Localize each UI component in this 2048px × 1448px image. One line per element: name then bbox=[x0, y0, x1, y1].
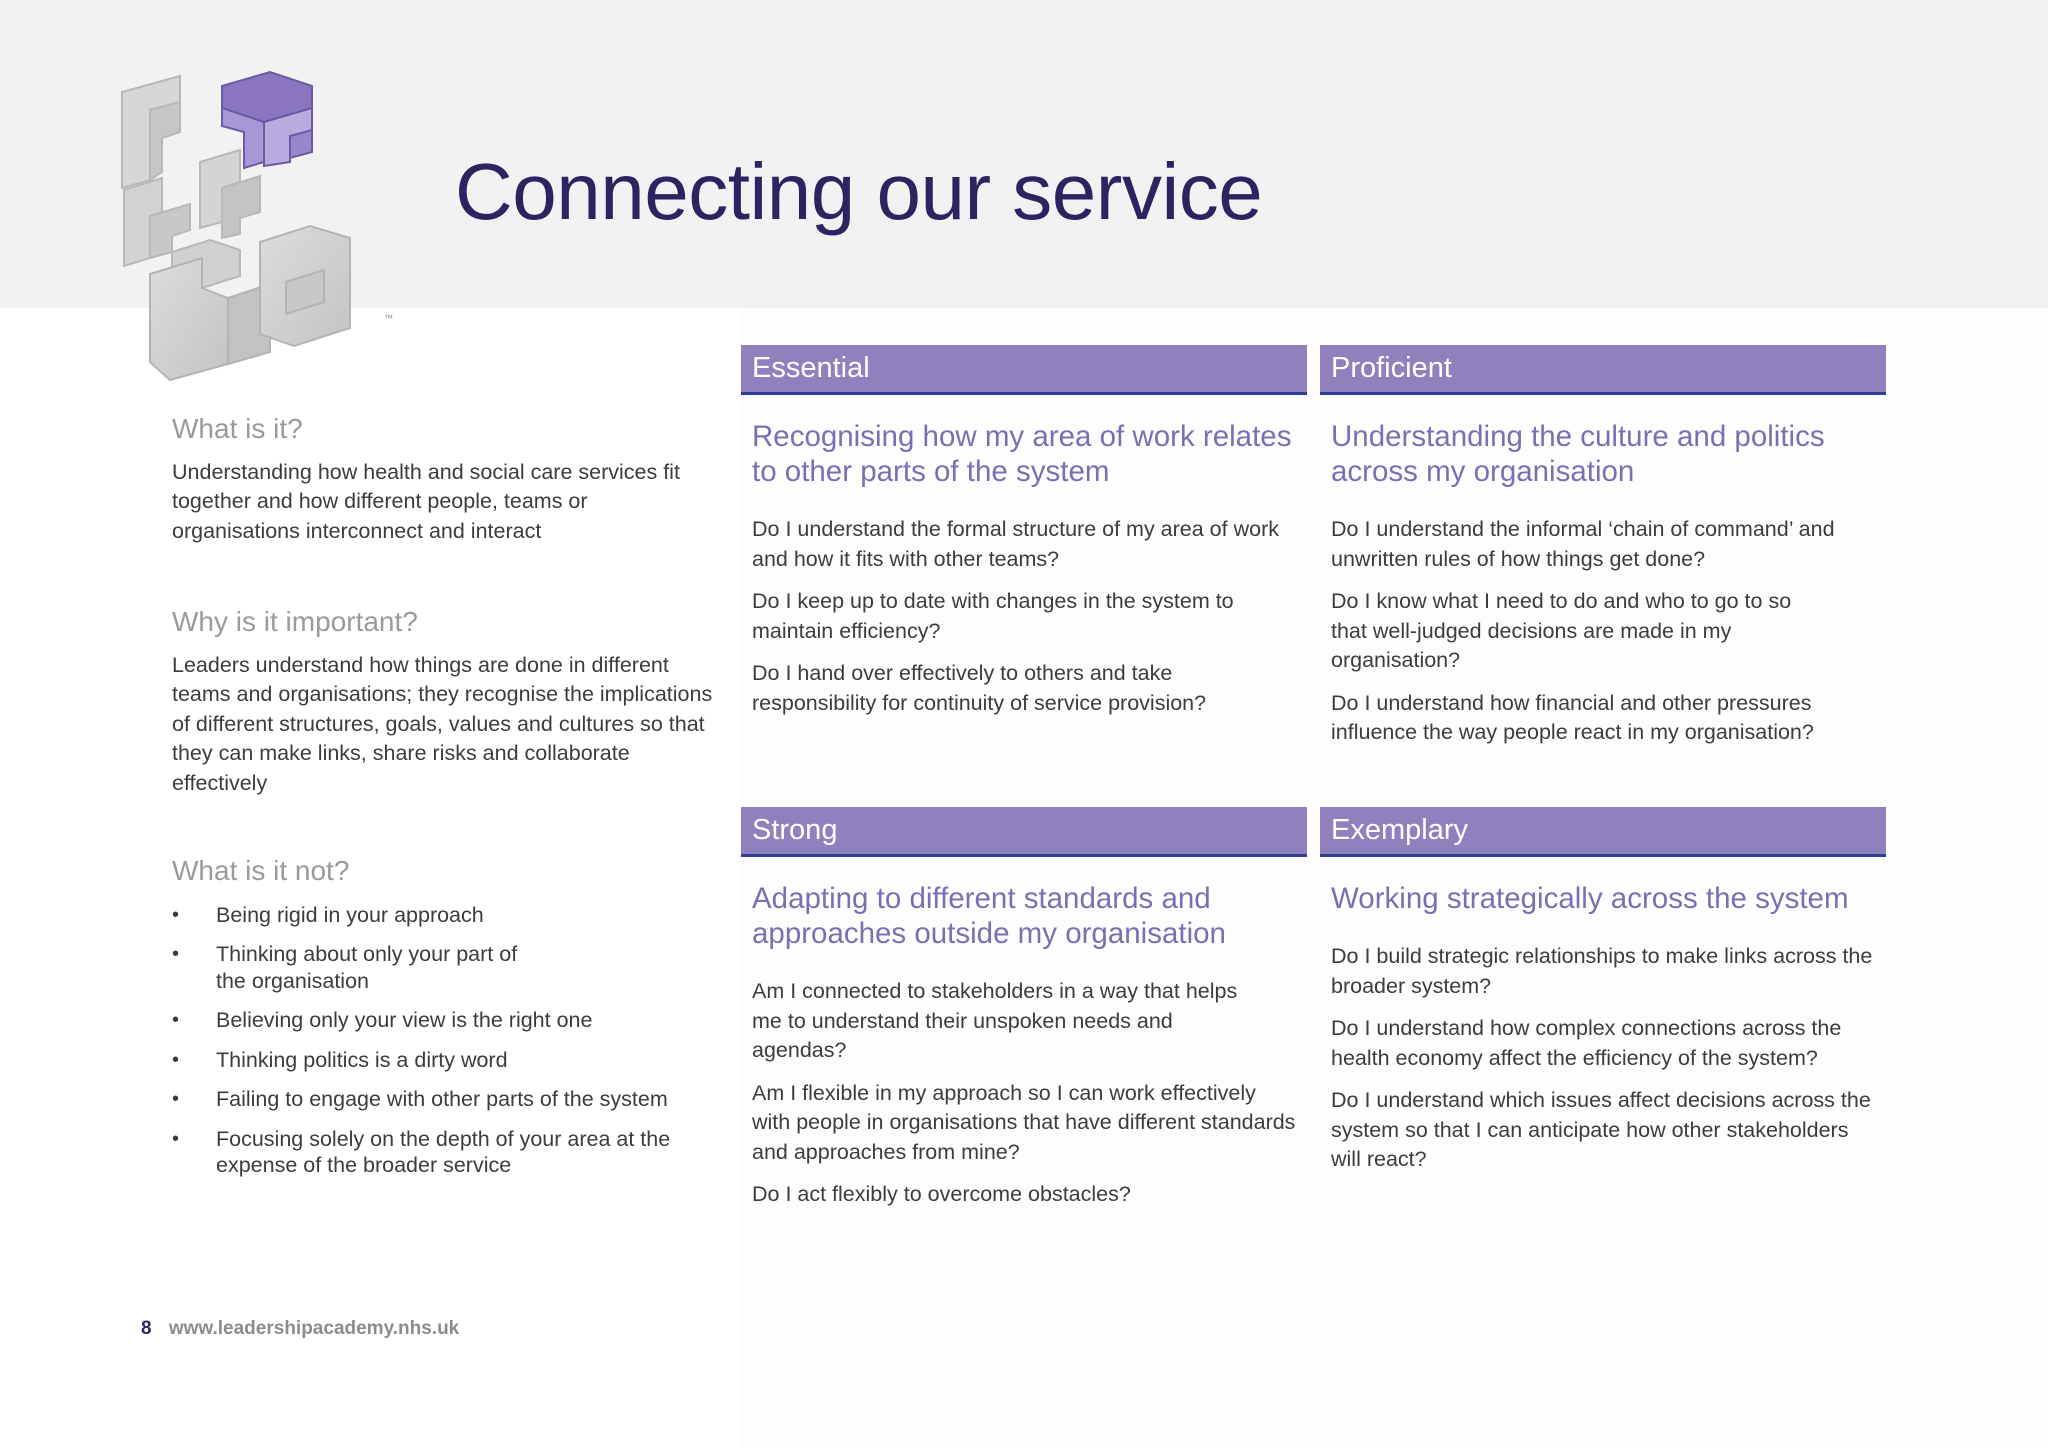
level-card-exemplary bbox=[1320, 807, 1886, 1188]
level-header-essential: Essential bbox=[741, 345, 1307, 395]
level-questions-essential bbox=[752, 515, 1300, 718]
level-questions-strong bbox=[752, 977, 1300, 1210]
question-item: Am I flexible in my approach so I can work effectively with people in organisations that have different standards and approaches from mine? bbox=[752, 1080, 1296, 1164]
bullet-icon: • bbox=[172, 1088, 180, 1111]
list-item bbox=[172, 1126, 720, 1179]
why-important-heading: Why is it important? bbox=[172, 606, 418, 637]
question-item: Do I know what I need to do and who to go to so that well-judged decisions are made in my organisation? bbox=[1331, 589, 1792, 672]
website-link[interactable]: www.leadershipacademy.nhs.uk bbox=[168, 1318, 460, 1339]
page-title: Connecting our service bbox=[455, 147, 1263, 236]
level-title-exemplary: Working strategically across the system bbox=[1331, 882, 1849, 915]
level-title-essential: Recognising how my area of work relates to other parts of the system bbox=[752, 420, 1292, 488]
what-is-it-heading: What is it? bbox=[172, 413, 303, 444]
list-item-text: Focusing solely on the depth of your area at the expense of the broader service bbox=[216, 1126, 671, 1178]
what-is-it-not-heading: What is it not? bbox=[172, 855, 350, 886]
list-item-text: Failing to engage with other parts of the system bbox=[216, 1087, 668, 1112]
level-card-strong bbox=[741, 807, 1307, 1223]
bullet-icon: • bbox=[172, 943, 180, 966]
question-item: Do I act flexibly to overcome obstacles? bbox=[752, 1182, 1131, 1206]
question-item: Do I understand how complex connections across the health economy affect the efficiency of the system? bbox=[1331, 1016, 1842, 1070]
list-item bbox=[172, 1007, 720, 1034]
bullet-icon: • bbox=[172, 1127, 180, 1150]
question-item: Do I hand over effectively to others and take responsibility for continuity of service provision? bbox=[752, 661, 1207, 715]
list-item bbox=[172, 1086, 720, 1113]
list-item bbox=[172, 902, 720, 929]
question-item: Do I understand which issues affect decisions across the system so that I can anticipate how other stakeholders will react? bbox=[1331, 1088, 1871, 1171]
not-list bbox=[172, 902, 720, 1179]
level-title-proficient: Understanding the culture and politics across my organisation bbox=[1331, 420, 1825, 488]
bullet-icon: • bbox=[172, 1009, 180, 1032]
question-item: Do I build strategic relationships to make links across the broader system? bbox=[1331, 944, 1873, 998]
what-is-it-body: Understanding how health and social care services fit together and how different people, teams or organisations interconnect and interact bbox=[172, 459, 680, 543]
list-item bbox=[172, 941, 546, 994]
leadership-model-logo-icon bbox=[110, 62, 410, 392]
what-is-it-section bbox=[172, 412, 720, 546]
level-questions-proficient bbox=[1331, 515, 1879, 748]
bullet-icon: • bbox=[172, 903, 180, 926]
list-item bbox=[172, 1047, 720, 1074]
level-card-essential bbox=[741, 345, 1307, 731]
list-item-text: Being rigid in your approach bbox=[216, 902, 484, 927]
level-header-exemplary: Exemplary bbox=[1320, 807, 1886, 857]
level-header-proficient: Proficient bbox=[1320, 345, 1886, 395]
question-item: Am I connected to stakeholders in a way that helps me to understand their unspoken needs and agendas? bbox=[752, 979, 1238, 1062]
page-footer bbox=[141, 1318, 459, 1340]
question-item: Do I understand the informal ‘chain of command’ and unwritten rules of how things get done? bbox=[1331, 517, 1835, 571]
why-important-body: Leaders understand how things are done in different teams and organisations; they recognise the implications of different structures, goals, values and cultures so that they can make links, share risks and collaborate effectively bbox=[172, 652, 713, 795]
why-important-section bbox=[172, 605, 720, 798]
level-title-strong: Adapting to different standards and approaches outside my organisation bbox=[752, 882, 1226, 950]
page-number: 8 bbox=[141, 1318, 152, 1339]
list-item-text: Believing only your view is the right one bbox=[216, 1008, 593, 1033]
level-questions-exemplary bbox=[1331, 942, 1879, 1175]
trademark-mark: ™ bbox=[384, 313, 393, 323]
list-item-text: Thinking about only your part of the organisation bbox=[216, 942, 518, 993]
what-is-it-not-section bbox=[172, 854, 720, 1192]
bullet-icon: • bbox=[172, 1048, 180, 1071]
level-card-proficient bbox=[1320, 345, 1886, 761]
question-item: Do I understand how financial and other pressures influence the way people react in my organisation? bbox=[1331, 690, 1814, 744]
question-item: Do I understand the formal structure of my area of work and how it fits with other teams? bbox=[752, 517, 1279, 571]
list-item-text: Thinking politics is a dirty word bbox=[216, 1047, 508, 1072]
level-header-strong: Strong bbox=[741, 807, 1307, 857]
question-item: Do I keep up to date with changes in the system to maintain efficiency? bbox=[752, 589, 1234, 643]
